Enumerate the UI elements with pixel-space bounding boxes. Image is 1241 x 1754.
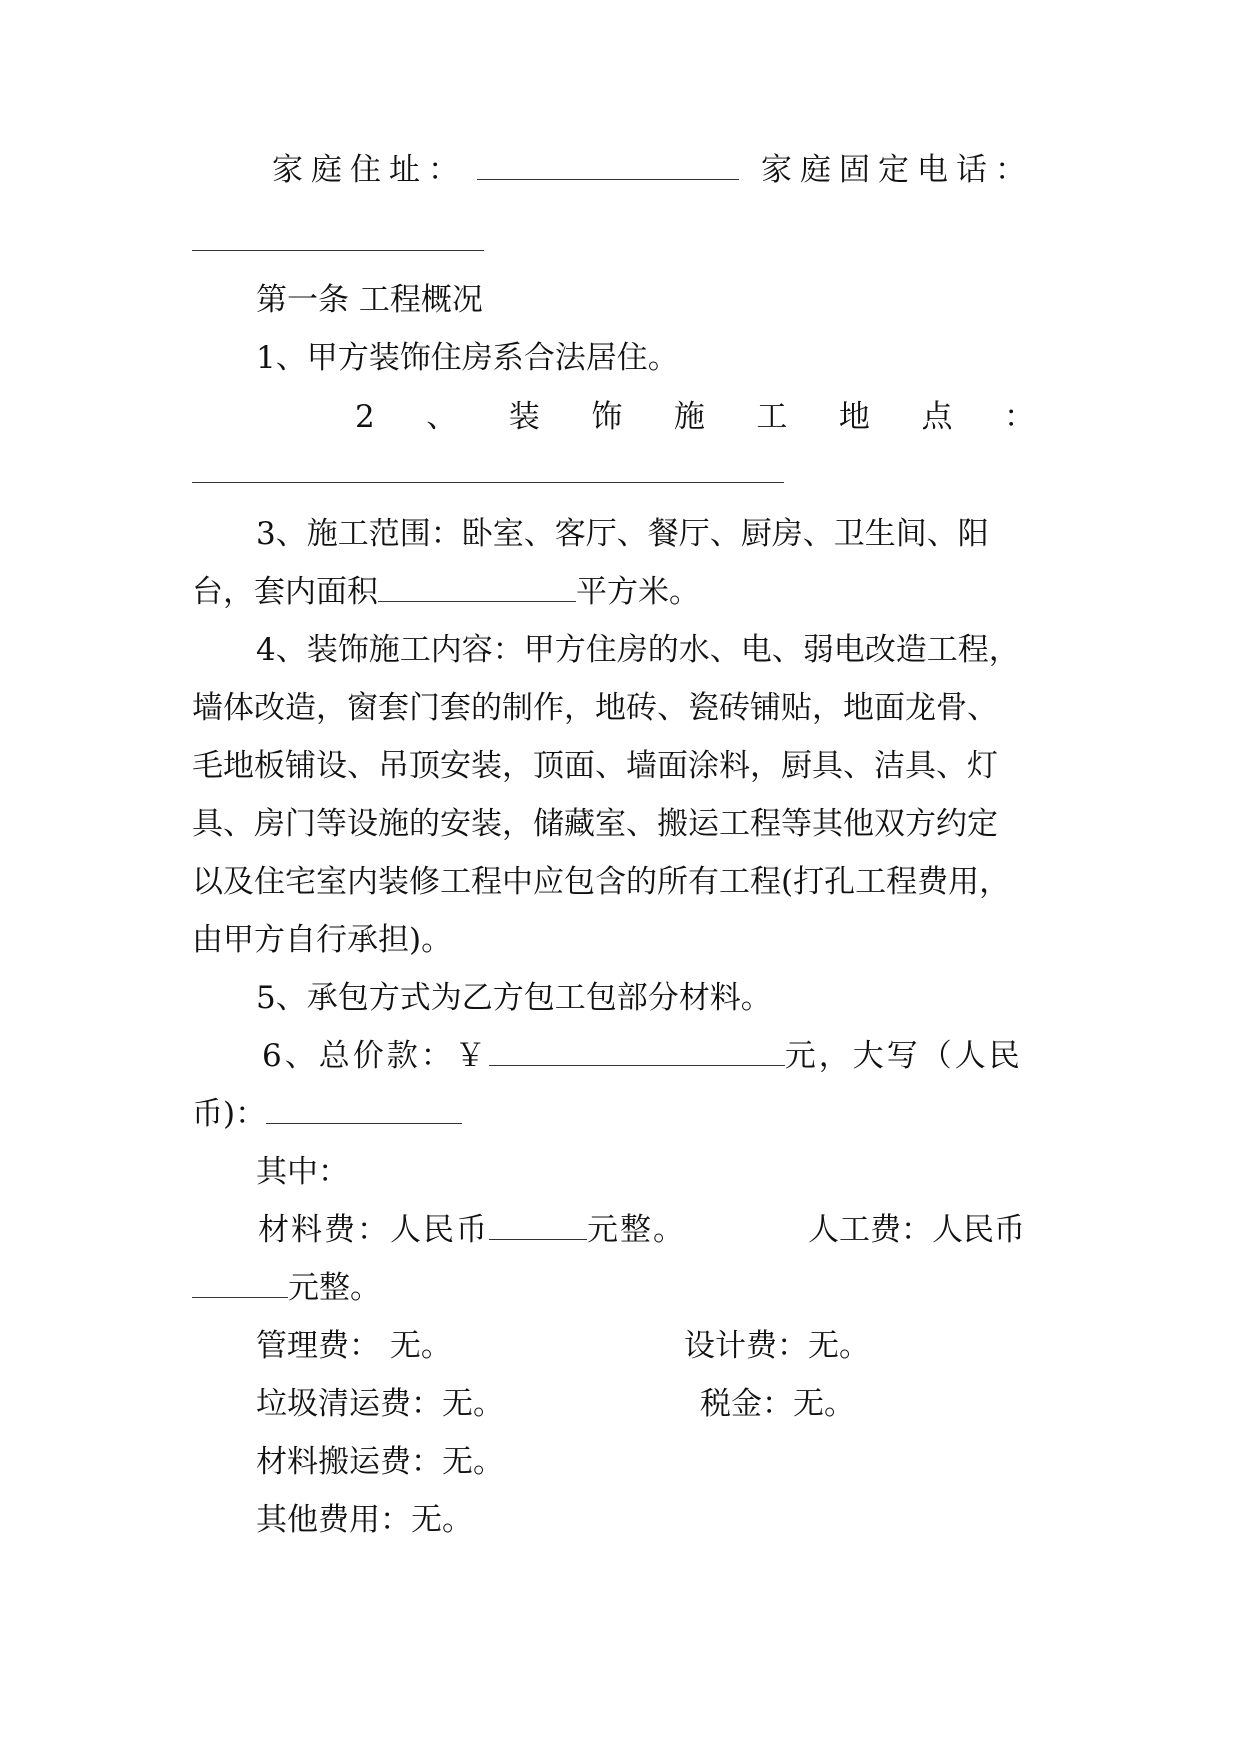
total-price-capital-label: 元，大写（人民	[784, 1038, 1023, 1074]
article-heading: 第一条 工程概况	[256, 282, 483, 318]
item-2-row	[355, 397, 1035, 437]
item-6-line-2	[192, 1094, 1062, 1134]
item-3-area-label: 台，套内面积	[192, 574, 378, 610]
item-3-area-unit: 平方米。	[576, 574, 700, 610]
item-4-line: 具、房门等设施的安装，储藏室、搬运工程等其他双方约定	[192, 806, 998, 842]
design-fee: 设计费：无。	[684, 1328, 870, 1364]
home-address-blank	[477, 151, 739, 180]
item-2-char: 2	[355, 399, 375, 435]
currency-label: 币)：	[192, 1096, 267, 1132]
moving-fee: 材料搬运费：无。	[256, 1444, 504, 1480]
home-address-label: 家庭住址：	[272, 152, 467, 188]
labor-fee-unit: 元整。	[288, 1270, 381, 1306]
item-6-line-1	[262, 1036, 1132, 1076]
item-2-char: 点	[921, 399, 953, 435]
item-4-line: 以及住宅室内装修工程中应包含的所有工程(打孔工程费用，	[192, 864, 1011, 900]
other-fee: 其他费用：无。	[256, 1502, 473, 1538]
item-4-line: 由甲方自行承担)。	[192, 922, 453, 958]
item-2-char: 地	[838, 399, 870, 435]
item-4-line: 墙体改造，窗套门套的制作，地砖、瓷砖铺贴，地面龙骨、	[192, 690, 998, 726]
material-fee-unit: 元整。	[587, 1212, 686, 1248]
capital-amount-blank	[266, 1095, 462, 1124]
home-phone-label: 家庭固定电话：	[761, 152, 1034, 188]
item-2-char: 工	[756, 399, 788, 435]
item-2-char: 施	[673, 399, 705, 435]
item-4-line: 毛地板铺设、吊顶安装，顶面、墙面涂料，厨具、洁具、灯	[192, 748, 998, 784]
tax: 税金：无。	[700, 1386, 855, 1422]
total-price-blank	[489, 1037, 785, 1066]
total-price-label: 6、总价款：￥	[262, 1038, 489, 1074]
material-fee-blank	[489, 1211, 587, 1240]
item-4-line: 4、装饰施工内容：甲方住房的水、电、弱电改造工程，	[256, 632, 1020, 668]
labor-fee-row	[192, 1268, 1062, 1308]
item-1: 1、甲方装饰住房系合法居住。	[256, 340, 679, 376]
item-3-line-2	[192, 572, 1062, 612]
item-2-char: 装	[508, 399, 540, 435]
labor-fee-blank	[192, 1269, 288, 1298]
item-5: 5、承包方式为乙方包工包部分材料。	[256, 980, 772, 1016]
labor-fee-label: 人工费：人民币	[808, 1212, 1025, 1248]
management-fee: 管理费： 无。	[256, 1328, 452, 1364]
item-2-char: 饰	[591, 399, 623, 435]
of-which-label: 其中：	[256, 1154, 349, 1190]
item-2-char: ：	[1003, 399, 1035, 435]
home-phone-blank	[192, 250, 484, 251]
item-2-char: 、	[426, 399, 458, 435]
home-address-row	[272, 150, 1034, 190]
material-fee-label: 材料费：人民币	[258, 1212, 489, 1248]
site-location-blank	[192, 482, 784, 483]
item-3-line-1: 3、施工范围：卧室、客厅、餐厅、厨房、卫生间、阳	[256, 516, 989, 552]
area-blank	[378, 573, 576, 602]
garbage-fee: 垃圾清运费：无。	[256, 1386, 504, 1422]
